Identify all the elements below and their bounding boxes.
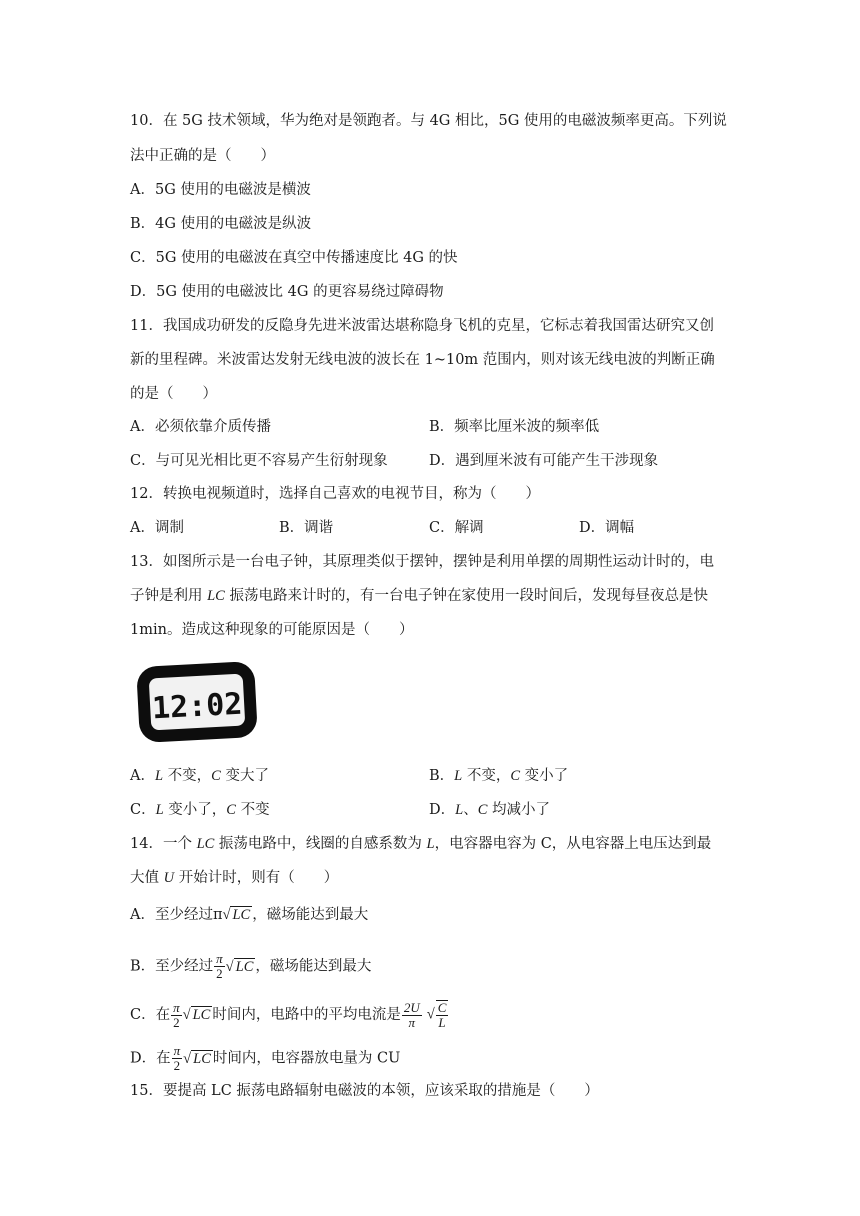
- sqrt-expression: √ LC: [183, 1050, 211, 1067]
- q10-stem-line1: 10．在 5G 技术领域，华为绝对是领跑者。与 4G 相比，5G 使用的电磁波频率更高。下列说: [130, 113, 727, 129]
- q13-option-a: A．L 不变，C 变大了: [130, 768, 269, 784]
- q12-option-b: B．调谐: [279, 520, 334, 536]
- q13-stem-line3: 1min。造成这种现象的可能原因是（ ）: [130, 622, 414, 638]
- q11-stem-line2: 新的里程碑。米波雷达发射无线电波的波长在 1~10m 范围内，则对该无线电波的判断正确: [130, 352, 715, 368]
- q15-stem-line1: 15．要提高 LC 振荡电路辐射电磁波的本领，应该采取的措施是（ ）: [130, 1083, 599, 1099]
- q11-option-b: B．频率比厘米波的频率低: [429, 419, 600, 435]
- q13-stem-line2: 子钟是利用 LC 振荡电路来计时的，有一台电子钟在家使用一段时间后，发现每昼夜总是快: [130, 588, 708, 604]
- q11-option-a: A．必须依靠介质传播: [130, 419, 271, 435]
- q11-option-c: C．与可见光相比更不容易产生衍射现象: [130, 453, 388, 469]
- q10-option-c: C．5G 使用的电磁波在真空中传播速度比 4G 的快: [130, 250, 458, 266]
- q12-option-a: A．调制: [130, 520, 184, 536]
- q13-option-c: C．L 变小了，C 不变: [130, 802, 270, 818]
- clock-display-text: 12:02: [151, 686, 244, 727]
- q11-option-d: D．遇到厘米波有可能产生干涉现象: [429, 453, 659, 469]
- q13-option-b: B．L 不变，C 变小了: [429, 768, 569, 784]
- q14-option-b: B．至少经过 $\frac{\pi}{2}$ √ LC ，磁场能达到最大: [130, 951, 372, 981]
- fraction-pi-over-2: $\frac{\pi}{2}$: [216, 951, 223, 981]
- q14-stem-line1: 14．一个 LC 振荡电路中，线圈的自感系数为 L，电容器电容为 C，从电容器上电压达到最: [130, 836, 712, 852]
- digital-clock-image: [136, 660, 260, 744]
- q10-stem-line2: 法中正确的是（ ）: [130, 148, 275, 164]
- q10-option-a: A．5G 使用的电磁波是横波: [130, 182, 311, 198]
- q11-stem-line1: 11．我国成功研发的反隐身先进米波雷达堪称隐身飞机的克星，它标志着我国雷达研究又创: [130, 318, 714, 334]
- q12-option-c: C．解调: [429, 520, 484, 536]
- q10-option-b: B．4G 使用的电磁波是纵波: [130, 216, 312, 232]
- fraction-pi-over-2: $\frac{\pi}{2}$: [173, 1043, 181, 1073]
- q10-option-d: D．5G 使用的电磁波比 4G 的更容易绕过障碍物: [130, 284, 444, 300]
- sqrt-expression: √ LC: [182, 1007, 211, 1023]
- fraction-pi-over-2: $\frac{\pi}{2}$: [173, 999, 180, 1030]
- sqrt-expression: √ LC: [225, 958, 254, 975]
- q13-stem-line1: 13．如图所示是一台电子钟，其原理类似于摆钟，摆钟是利用单摆的周期性运动计时的，电: [130, 554, 714, 570]
- fraction-2u-over-pi: $\frac{2U}{\pi}$: [403, 999, 420, 1030]
- q14-option-d: D．在 $\frac{\pi}{2}$ √ LC 时间内，电容器放电量为 CU: [130, 1043, 401, 1073]
- q14-option-c: C．在 $\frac{\pi}{2}$ √ LC 时间内，电路中的平均电流是 $\frac{2U}{\pi}$ √ $\frac{C}{L}$: [130, 1000, 449, 1030]
- sqrt-expression: √ LC: [222, 907, 251, 923]
- q13-option-d: D．L、C 均减小了: [429, 802, 550, 818]
- sqrt-c-over-l: √ $\frac{C}{L}$: [426, 1000, 447, 1030]
- q14-stem-line2: 大值 U 开始计时，则有（ ）: [130, 870, 339, 886]
- q11-stem-line3: 的是（ ）: [130, 386, 217, 402]
- q14-option-a: A．至少经过π√ LC ，磁场能达到最大: [130, 907, 369, 923]
- q12-stem-line1: 12．转换电视频道时，选择自己喜欢的电视节目，称为（ ）: [130, 486, 540, 502]
- q12-option-d: D．调幅: [579, 520, 635, 536]
